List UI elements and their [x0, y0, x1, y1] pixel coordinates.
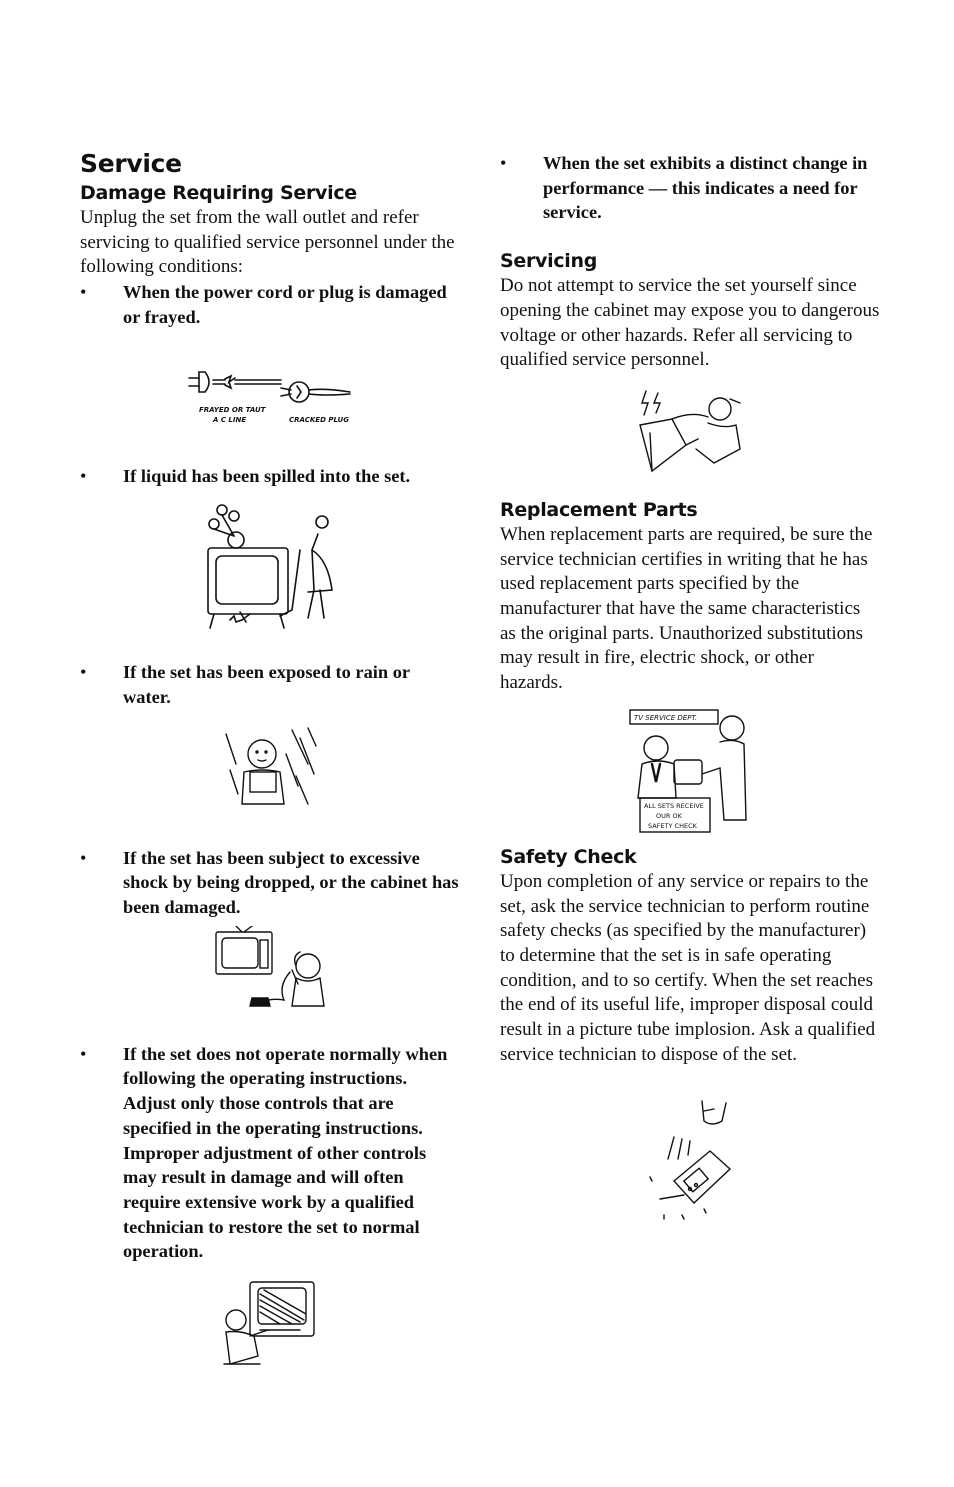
disposal-hazard-illustration: [640, 1097, 740, 1225]
section-heading-damage: Damage Requiring Service: [80, 182, 357, 204]
bullet-item-abnormal-operation: [80, 1042, 460, 1264]
cord-label-line-2: A C LINE: [213, 415, 247, 424]
bullet-text: If the set has been subject to excessive shock by being dropped, or the cabinet has been damaged.: [123, 847, 459, 918]
damage-intro: Unplug the set from the wall outlet and refer servicing to qualified service personnel under the following conditions:: [80, 207, 455, 278]
bullet-dot: •: [80, 282, 87, 303]
bullet-dot: •: [80, 1043, 87, 1064]
cord-label-plug: CRACKED PLUG: [289, 415, 349, 424]
service-dept-illustration: [628, 708, 752, 836]
bullet-text: If liquid has been spilled into the set.: [123, 465, 411, 486]
dropped-set-illustration: [212, 926, 328, 1010]
service-sign-bottom-3: SAFETY CHECK: [648, 821, 697, 830]
servicing-text: Do not attempt to service the set yourself since opening the cabinet may expose you to dangerous voltage or other hazards. Refer all servicing to qualified service personnel.: [500, 275, 880, 371]
service-sign-bottom-2: OUR OK: [656, 811, 682, 820]
bullet-item-power-cord: [80, 280, 460, 329]
frayed-cord-illustration: [185, 368, 355, 428]
bullet-text: When the set exhibits a distinct change in performance — this indicates a need for service.: [543, 153, 868, 223]
safety-text: Upon completion of any service or repairs to the set, ask the service technician to perform routine safety checks (as specified by the manufacturer) to determine that the set is in safe operating condition, and to so certify. When the set reaches the end of its useful life, improper disposal could result in a picture tube implosion. Ask a qualified service technician to dispose of the set.: [500, 870, 876, 1065]
section-heading-servicing: Servicing: [500, 250, 598, 273]
liquid-spill-illustration: [200, 500, 340, 630]
bullet-text: If the set has been exposed to rain or water.: [123, 662, 410, 707]
bullet-dot: •: [80, 662, 87, 683]
bullet-dot: •: [80, 847, 87, 868]
rain-exposure-illustration: [222, 724, 318, 814]
bullet-dot: •: [80, 465, 87, 486]
replacement-text: When replacement parts are required, be sure the service technician certifies in writing that he has used replacement parts specified by the manufacturer that have the same characteristics as the original parts. Unauthorized substitutions may result in fire, electric shock, or other hazards.: [500, 523, 873, 694]
page-title: Service: [80, 149, 182, 178]
left-column: [80, 148, 460, 1370]
bullet-item-performance-change: [500, 151, 880, 225]
bullet-item-shock: [80, 846, 460, 920]
cord-label-line: FRAYED OR TAUT: [199, 405, 266, 414]
service-sign-top: TV SERVICE DEPT.: [634, 713, 698, 722]
section-heading-replacement: Replacement Parts: [500, 498, 698, 521]
bullet-item-liquid: [80, 464, 460, 489]
right-column: [500, 148, 880, 1225]
bullet-text: When the power cord or plug is damaged or frayed.: [123, 282, 447, 327]
bullet-item-rain: [80, 660, 460, 709]
bullet-text: If the set does not operate normally when following the operating instructions. Adjust only those controls that are specified in the operating instructions. Improper adjustment of other controls may result in damage and will often require extensive work by a qualified technician to restore the set to normal operation.: [123, 1043, 448, 1262]
service-sign-bottom-1: ALL SETS RECEIVE: [644, 801, 704, 810]
section-heading-safety: Safety Check: [500, 845, 637, 868]
adjust-controls-illustration: [220, 1280, 320, 1370]
bullet-dot: •: [500, 153, 507, 173]
shock-hazard-illustration: [636, 389, 744, 475]
